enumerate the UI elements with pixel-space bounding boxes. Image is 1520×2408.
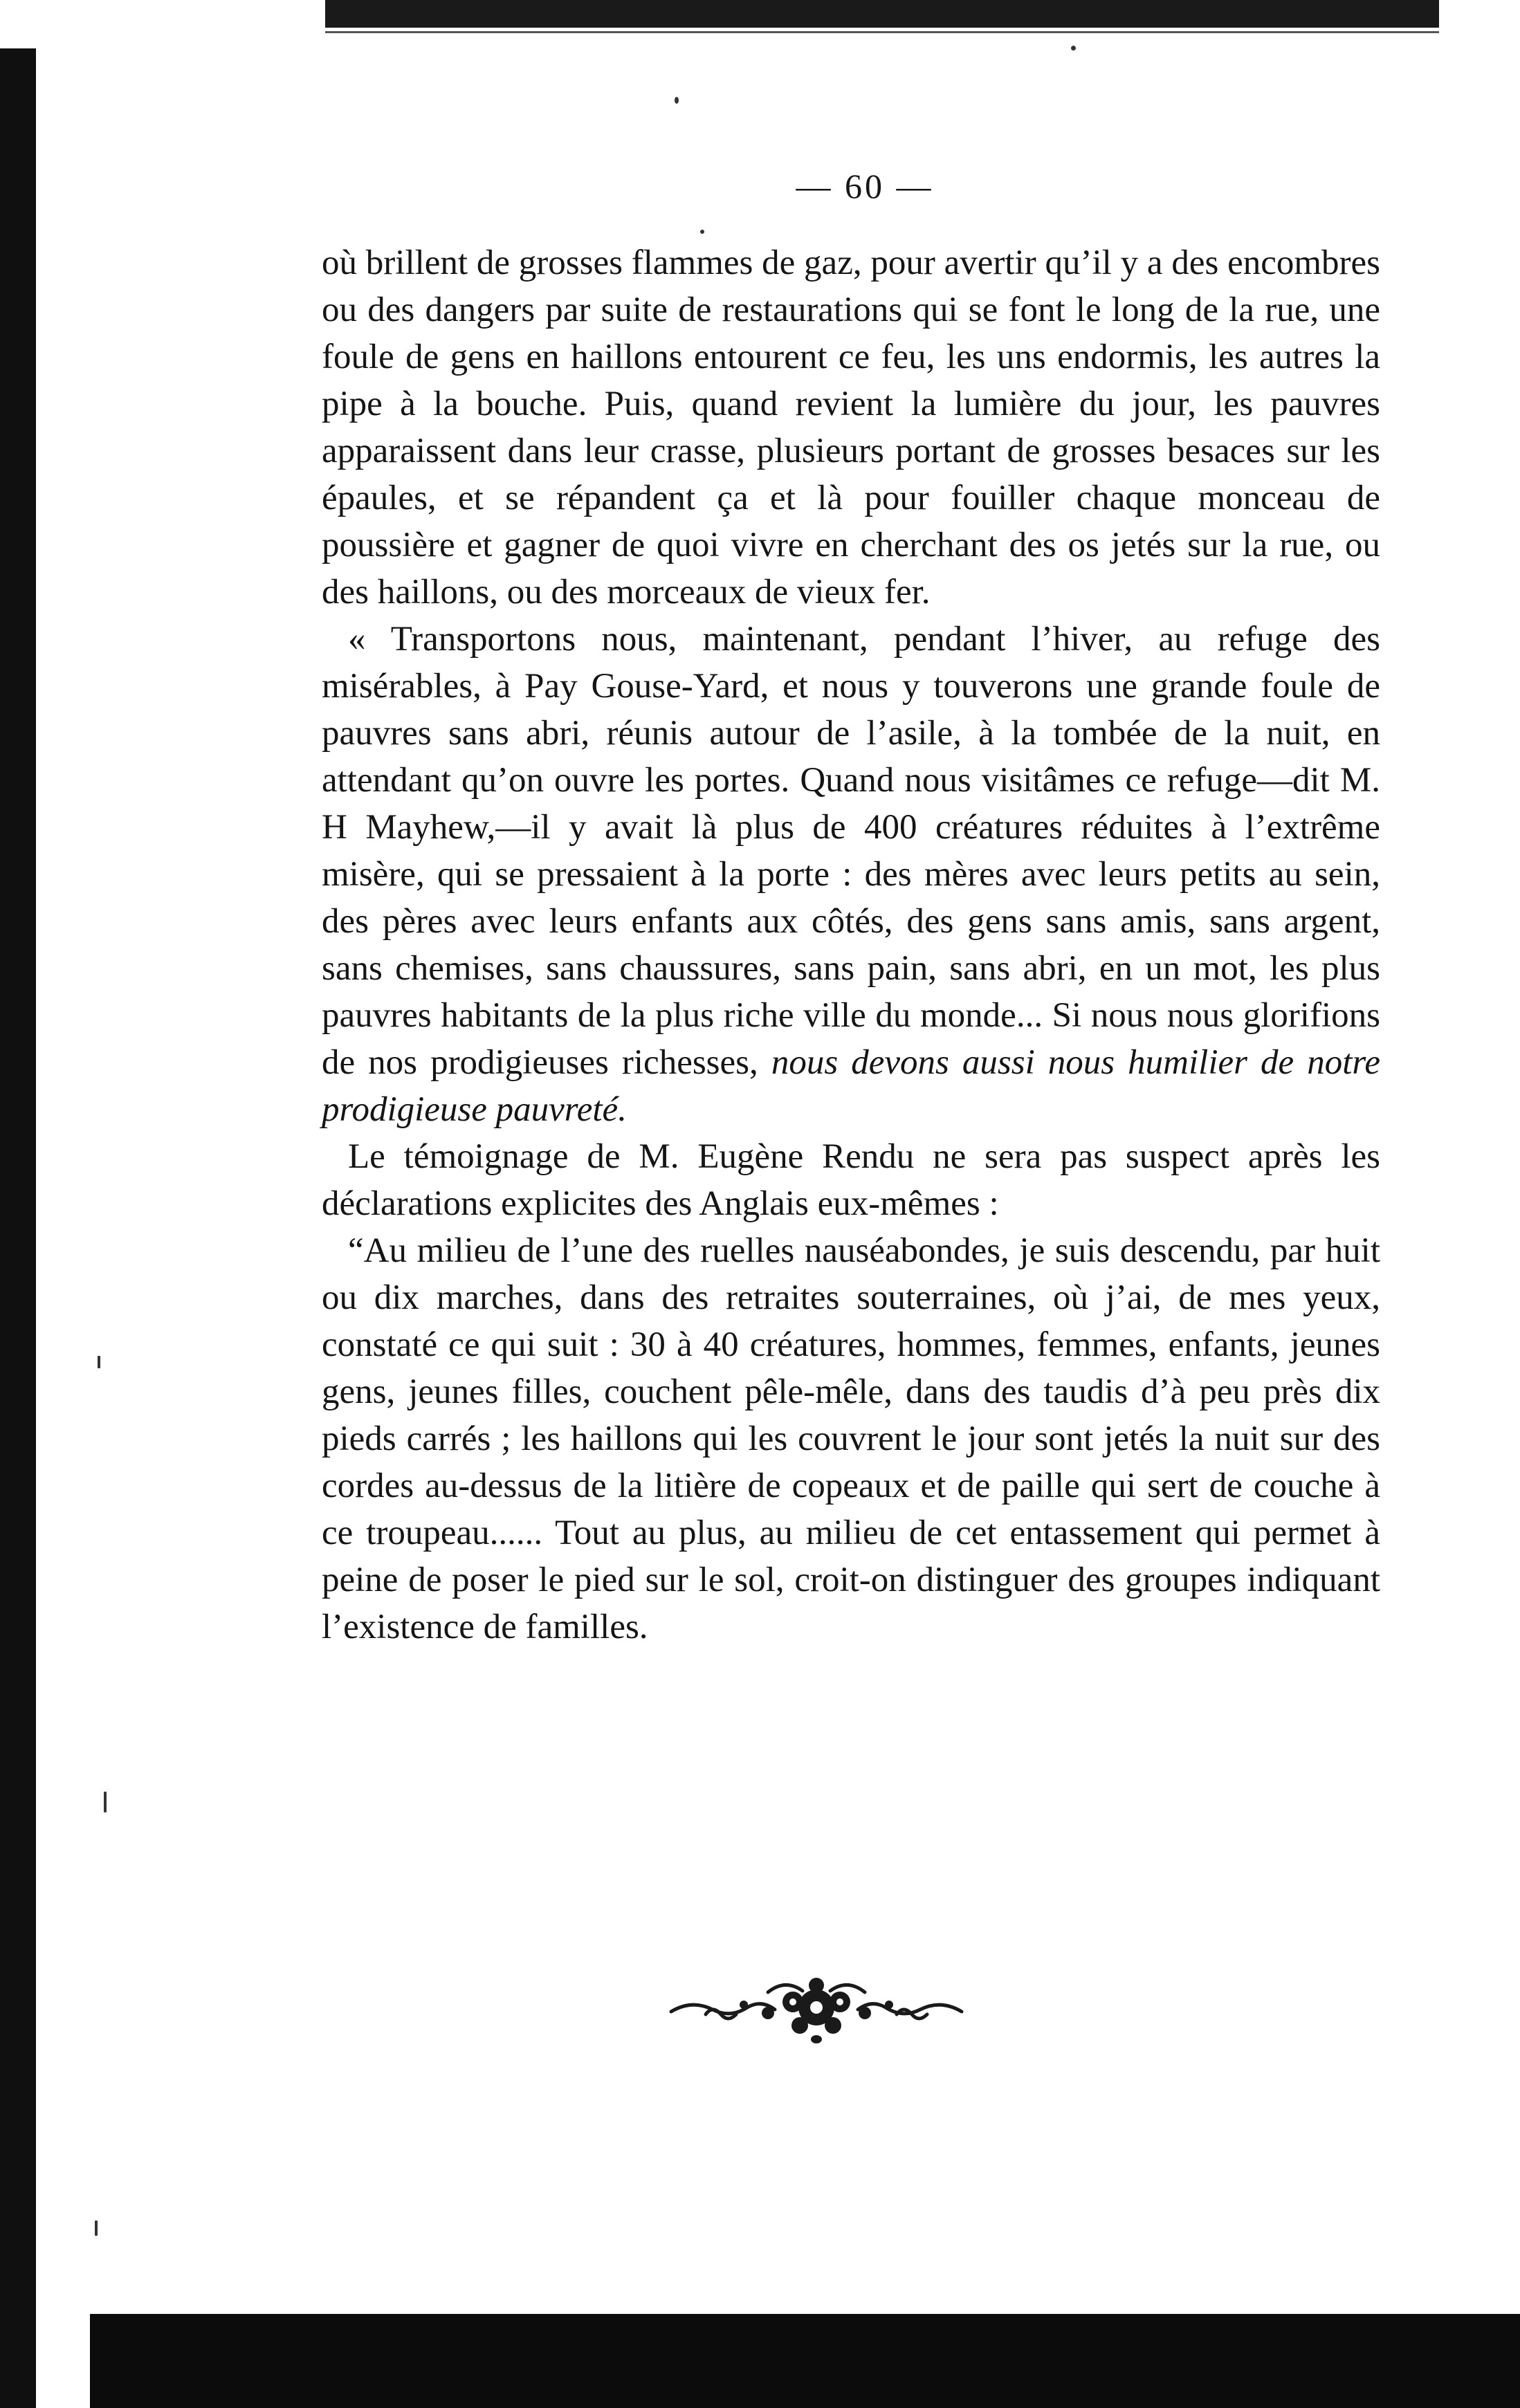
scan-speck: [675, 97, 679, 104]
paragraph-2-italic: nous devons aussi nous humilier de notre prodigieuse pauvreté.: [322, 1043, 1380, 1129]
paragraph-1: où brillent de grosses flammes de gaz, pour avertir qu’il y a des encombres ou des dangers par suite de restaurations qui se font le long de la rue, une foule de gens en haillons entourent ce feu, les uns endormis, les autres la pipe à la bouche. Puis, quand revient la lumière du jour, les pauvres apparaissent dans leur crasse, plusieurs portant de grosses besaces sur les épaules, et se répandent ça et là pour fouiller chaque monceau de poussière et gagner de quoi vivre en cherchant des os jetés sur la rue, ou des haillons, ou des morceaux de vieux fer.: [322, 243, 1380, 612]
body-text: [322, 239, 1380, 1651]
paragraph-2: [322, 616, 1380, 1133]
scan-speck: [104, 1792, 107, 1812]
scan-speck: [98, 1356, 100, 1368]
scan-speck: [95, 2221, 98, 2236]
paragraph-2-text: « Transportons nous, maintenant, pendant l’hiver, au refuge des misérables, à Pay Gouse-Yard, et nous y touverons une grande foule de pauvres sans abri, réunis autour de l’asile, à la tombée de la nuit, en attendant qu’on ouvre les portes. Quand nous visitâmes ce refuge—dit M. H Mayhew,—il y avait là plus de 400 créatures réduites à l’extrême misère, qui se pressaient à la porte : des mères avec leurs petits au sein, des pères avec leurs enfants aux côtés, des gens sans amis, sans argent, sans chemises, sans chaussures, sans pain, sans abri, en un mot, les plus pauvres habitants de la plus riche ville du monde... Si nous nous glorifions de nos prodigieuses richesses,: [322, 620, 1380, 1082]
paragraph-4: “Au milieu de l’une des ruelles nauséabondes, je suis descendu, par huit ou dix marches, dans des retraites souterraines, où j’ai, de mes yeux, constaté ce qui suit : 30 à 40 créatures, hommes, femmes, enfants, jeunes gens, jeunes filles, couchent pêle-mêle, dans des taudis d’à peu près dix pieds carrés ; les haillons qui les couvrent le jour sont jetés la nuit sur des cordes au-dessus de la litière de copeaux et de paille qui sert de couche à ce troupeau...... Tout au plus, au milieu de cet entassement qui permet à peine de poser le pied sur le sol, croit-on distinguer des groupes indiquant l’existence de familles.: [322, 1231, 1380, 1646]
page-number: — 60 —: [796, 167, 934, 205]
floral-vignette-icon: [664, 1972, 969, 2048]
scan-speck: [1071, 46, 1076, 50]
scan-left-edge: [0, 48, 36, 2408]
page: [322, 166, 1380, 1651]
scan-bottom-edge: [90, 2314, 1520, 2408]
scan-top-edge: [325, 0, 1439, 28]
paragraph-3: Le témoignage de M. Eugène Rendu ne sera pas suspect après les déclarations explicites des Anglais eux-mêmes :: [322, 1137, 1380, 1223]
